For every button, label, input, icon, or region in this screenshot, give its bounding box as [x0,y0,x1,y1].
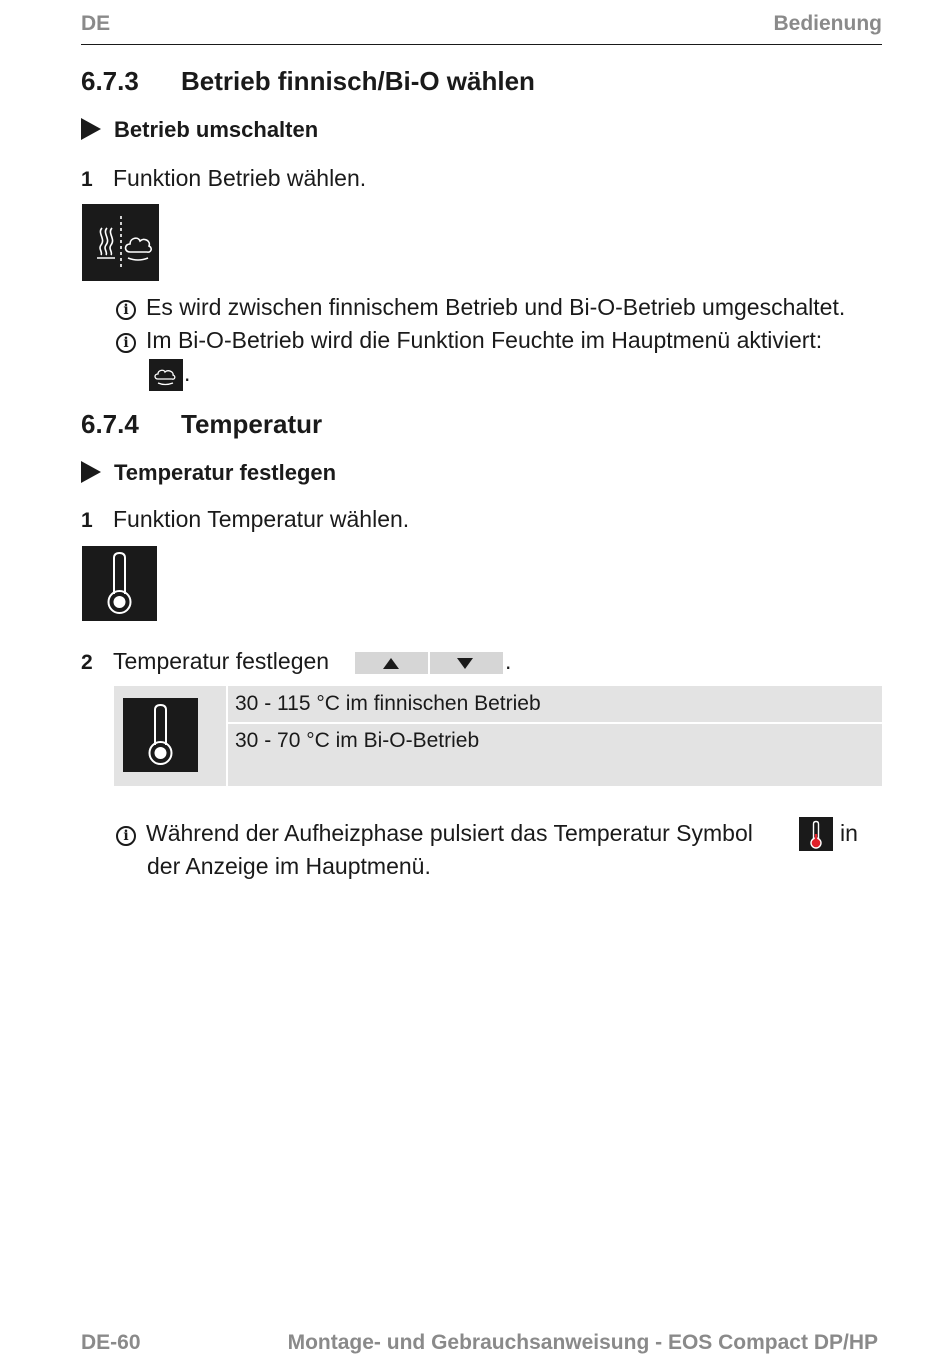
task-title: Temperatur festlegen [114,460,337,485]
info-note [116,294,845,321]
up-down-buttons [355,652,503,674]
section-title: Temperatur [181,409,323,439]
step-item [81,506,409,533]
header-rule [81,44,882,45]
section-number: 6.7.3 [81,66,139,96]
table-cell: 30 - 70 °C im Bi-O-Betrieb [235,729,480,752]
steam-cloud-icon [149,359,183,391]
note-text: Im Bi-O-Betrieb wird die Funktion Feuchte im Hauptmenü aktiviert: [146,327,823,353]
step-number: 2 [81,651,93,674]
thermometer-alert-icon [799,817,833,851]
heat-steam-mode-icon [82,204,159,281]
step-text: Temperatur festlegen [113,648,330,674]
thermometer-icon [82,546,157,621]
table-cell: 30 - 115 °C im finnischen Betrieb [235,692,541,715]
table-divider [226,686,228,786]
arrow-up-icon [383,658,399,669]
thermometer-icon [123,698,198,772]
task-heading [81,460,336,486]
temperature-range-table [114,686,882,786]
info-note [116,820,753,847]
note-text: Während der Aufheizphase pulsiert das Temperatur Symbol [146,820,753,846]
info-icon: i [116,300,136,320]
step-end: . [505,648,512,674]
section-heading-673 [81,66,781,100]
info-icon: i [116,826,136,846]
info-icon: i [116,333,136,353]
step-number: 1 [81,168,93,191]
step-text: Funktion Temperatur wählen. [113,506,410,532]
header-chapter: Bedienung [773,12,882,35]
page-number: DE-60 [81,1331,141,1354]
arrow-down-icon [457,658,473,669]
header-language: DE [81,12,111,35]
task-arrow-icon [81,461,101,483]
task-arrow-icon [81,118,101,140]
document-title: Montage- und Gebrauchsanweisung - EOS Compact DP/HP [287,1331,878,1354]
info-note [116,327,822,354]
step-item [81,648,329,675]
step-item [81,165,366,192]
task-heading [81,117,318,143]
section-number: 6.7.4 [81,409,139,439]
note-text: in [840,820,858,846]
task-title: Betrieb umschalten [114,117,319,142]
section-heading-674 [81,409,781,443]
note-text: der Anzeige im Hauptmenü. [147,853,431,879]
section-title: Betrieb finnisch/Bi-O wählen [181,66,535,96]
button-divider [428,652,430,674]
table-divider [228,722,882,724]
note-text: Es wird zwischen finnischem Betrieb und Bi-O-Betrieb umgeschaltet. [146,294,846,320]
note-end: . [184,360,191,386]
step-number: 1 [81,509,93,532]
step-text: Funktion Betrieb wählen. [113,165,367,191]
